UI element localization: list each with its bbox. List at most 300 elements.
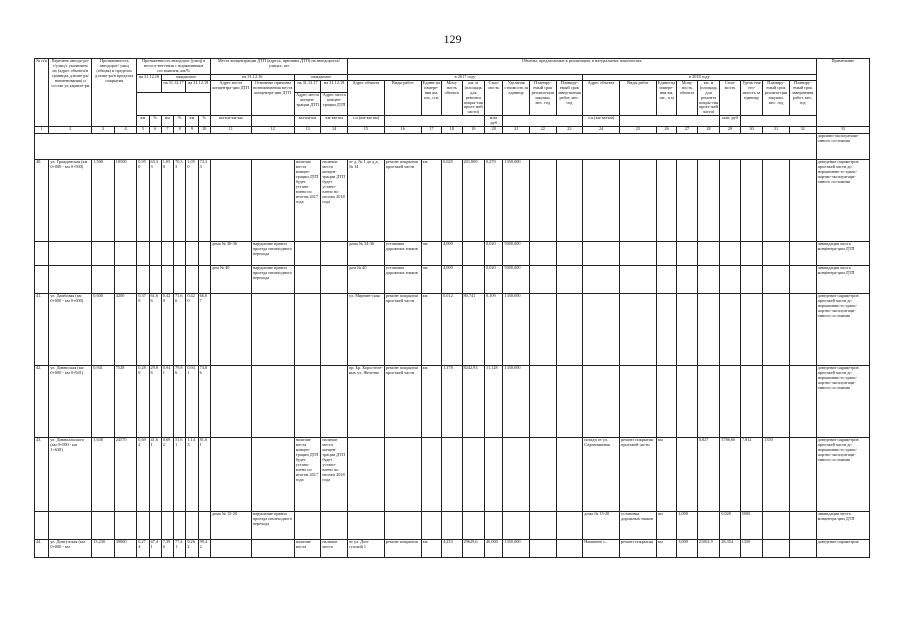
table-cell: 10 [198,127,210,134]
table-cell [384,512,421,540]
table-cell: ликвидация места концентра-ции ДТП [816,512,869,540]
table-cell [421,512,441,540]
table-cell: км [421,160,441,242]
table-cell [583,160,620,242]
table-cell: 0,020 [485,266,503,294]
table-cell [677,294,697,366]
table-cell [92,266,115,294]
table-cell [294,242,321,266]
table-cell [556,266,583,294]
table-cell: 0,270 [485,160,503,242]
table-cell: % [174,116,186,127]
table-cell [294,366,321,438]
table-cell [697,266,720,294]
table-cell [442,438,462,512]
table-cell: установка дорожных знаков [384,266,421,294]
table-cell [503,512,530,540]
table-cell [210,438,251,512]
hdr-num: № п/п [35,59,49,127]
hdr-v-7: Удельная стоимость за единицу [503,80,530,116]
note-cell: дорожно-эксплуатаци-онного состояния [816,134,869,160]
table-cell [556,160,583,242]
table-cell [114,266,137,294]
table-cell: 4,000 [442,266,462,294]
table-cell: нарушение правил проезда пешеходного перехода [251,512,294,540]
table-cell [149,512,161,540]
table-cell [251,540,294,558]
table-cell: 1350,000 [503,540,530,558]
table-cell [92,242,115,266]
table-cell: нарушение правил проезда пешеходного перехода [251,266,294,294]
table-cell: 4,000 [442,242,462,266]
hdr-v-3: Едини-ца измере-ния км, шт., п.м [421,80,441,116]
table-row [35,512,870,540]
table-cell: 4 [114,127,137,134]
table-cell: 1,178 [442,366,462,438]
table-row [35,540,870,558]
table-cell: 5000 [740,512,763,540]
table-cell [530,366,557,438]
table-cell: доведение параметров проезжей части до нормативно-го транс-портно-эксплуатаци-онного состояния [816,160,869,242]
table-cell: наличие места [294,540,321,558]
table-cell [556,294,583,366]
table-cell [503,116,583,127]
table-cell: 5000,000 [503,242,530,266]
table-cell: ремонт покрытия проезжей части [384,294,421,366]
table-cell [620,116,720,127]
table-cell: ликвидация места концентра-ции ДТП [816,242,869,266]
hdr-acc-date-17: на 31.12.17 [294,80,321,93]
table-cell: км [421,366,441,438]
table-cell: от д. № 1 до д.д. № 14 [347,160,384,242]
table-cell [583,266,620,294]
table-cell: 1,050 [186,160,198,242]
table-cell: 30 [740,127,763,134]
table-cell: нарушение правил проезда пешеходного перехода [251,242,294,266]
table-row [35,438,870,512]
table-cell [321,512,348,540]
table-cell: % [149,116,161,127]
table-cell: 40,000 [485,540,503,558]
table-cell [251,294,294,366]
table-cell: 4,233 [442,540,462,558]
table-cell [656,294,676,366]
table-cell: наличие места концен-трации ДТП будет устано-влено по итогам 2017 года [294,438,321,512]
table-cell: 29,86 [149,366,161,438]
table-cell: Наименее с... [583,540,620,558]
table-cell [462,438,485,512]
table-cell: км [161,116,173,127]
table-cell: 39800 [114,540,137,558]
table-cell [114,242,137,266]
table-cell [137,266,149,294]
table-cell: 5 [137,127,149,134]
table-cell: 14 [321,127,348,134]
table-cell: 0,941 [186,366,198,438]
table-cell: дом № 40 [210,266,251,294]
table-cell: 80,741 [462,294,485,366]
table-cell: 2 [49,127,92,134]
hdr-v-12: Едини-ца измере-ния км, шт., п.м [656,80,676,116]
table-cell: ремонт покрытия проезжей части [620,438,657,512]
table-cell: 29 [720,127,740,134]
hdr-v-2: Виды работ [384,80,421,116]
table-cell: ремонт покрытия [384,540,421,558]
table-cell [137,512,149,540]
table-cell [384,116,484,127]
table-cell [530,266,557,294]
table-cell: 6 [149,127,161,134]
table-cell: 10500 [114,160,137,242]
table-cell [530,438,557,512]
table-cell: 0,941 [92,366,115,438]
table-cell [697,366,720,438]
table-cell [789,242,816,266]
table-cell: км [656,540,676,558]
table-cell: установка дорожных знаков [384,242,421,266]
table-cell [321,294,348,366]
hdr-volumes: Объемы, предлагаемые к реализации, в натуральных показателях [347,59,816,75]
table-cell [763,512,790,540]
table-cell [556,512,583,540]
table-cell: доведение параметров проезжей части до нормативно-го транс-портно-эксплуатаци-онного состояния [816,366,869,438]
table-cell: 7,396 [161,540,173,558]
hdr-acc-sub-4: Адрес места концен-трации ДТП [321,93,348,116]
table-cell: млн. руб [485,116,503,127]
hdr-length: Протяженность автодорог/ улиц (общая) и пределах д.номе-ра/в пределах покрытия [92,59,137,127]
table-cell [485,438,503,512]
table-cell [763,540,790,558]
table-cell: 28 [697,127,720,134]
table-cell [137,93,211,116]
table-cell: 0,029 [442,160,462,242]
hdr-year-2017: в 2017 году [347,74,582,80]
table-cell: 11 [210,127,251,134]
table-cell: доведение параметров проезжей части до нормативно-го транс-портно-эксплуатаци-онного состояния [816,294,869,366]
table-cell: наличие места [321,540,348,558]
table-cell: ул. Донгузская (км 0+000 - км [49,540,92,558]
table-row [35,160,870,242]
table-cell: наличие места концен-трации ДТП будет устано-влено по итогам 2017 года [294,160,321,242]
table-cell [530,242,557,266]
table-cell: 1 [35,127,49,134]
table-cell [720,160,740,242]
table-cell [210,366,251,438]
table-cell [137,242,149,266]
table-cell: ул. Гражданская (км 0+000 - км 0+500) [49,160,92,242]
financing-table [34,58,870,558]
table-cell: 201,000 [462,160,485,242]
table-cell [174,512,186,540]
table-cell: шт. [421,242,441,266]
table-cell: 74,86 [198,366,210,438]
table-cell: э.п.(км-км-км) [347,116,384,127]
table-cell [740,242,763,266]
table-cell: 0,950 [137,160,149,242]
table-cell: 1350,000 [503,160,530,242]
table-cell: 44. [35,540,49,558]
table-cell [210,160,251,242]
table-cell [789,266,816,294]
table-cell: 16 [384,127,421,134]
table-cell [677,438,697,512]
table-cell: км [656,438,676,512]
table-cell: позади от ул. Садовниковая [583,438,620,512]
table-cell: 4200 [114,294,137,366]
table-cell: 73,33 [198,160,210,242]
table-cell [251,116,294,127]
table-cell: 81,61 [198,438,210,512]
table-row [35,294,870,366]
table-cell [49,512,92,540]
table-cell [677,266,697,294]
table-cell [763,242,790,266]
table-cell: 28,354 [720,540,740,558]
hdr-note: Примечание [816,59,869,127]
table-cell: 41. [35,294,49,366]
table-cell: 4,000 [677,512,697,540]
table-cell: дом № 40 [347,266,384,294]
table-cell [789,540,816,558]
table-cell: 0,692 [137,438,149,512]
table-cell [556,540,583,558]
table-cell [198,242,210,266]
table-cell [720,294,740,366]
table-cell: 0,280 [137,366,149,438]
table-cell: 0,941 [161,366,173,438]
table-cell: 0,420 [161,294,173,366]
table-cell [462,266,485,294]
table-cell [210,540,251,558]
hdr-nonstandard: Протяженность автодорог (улиц) в несоот-ветствии с нормативным состоянием, км/% [137,59,211,75]
table-cell [294,266,321,294]
table-cell: 0,692 [161,438,173,512]
table-cell [35,266,49,294]
table-cell [198,512,210,540]
table-cell [186,266,198,294]
table-cell: 41,61 [149,438,161,512]
table-cell [697,242,720,266]
table-cell [697,512,720,540]
table-cell [740,116,816,127]
table-cell: 0,274 [137,540,149,558]
table-cell [174,242,186,266]
table-cell: дома № 36-36 [210,242,251,266]
table-cell [740,266,763,294]
table-cell [149,266,161,294]
table-cell: 71,66 [174,294,186,366]
table-cell: 27 [677,127,697,134]
table-cell [720,366,740,438]
table-cell [677,242,697,266]
table-cell: от ул. Дон-гузской 1 [347,540,384,558]
table-cell [720,242,740,266]
table-cell: 7528 [114,366,137,438]
table-cell: 9 [186,127,198,134]
table-cell: % [198,116,210,127]
table-cell: 32 [789,127,816,134]
table-cell [740,294,763,366]
table-cell: дома № 15-20 [583,512,620,540]
table-cell [503,438,530,512]
table-cell [656,160,676,242]
table-cell: ул. Мирнин-ская [347,294,384,366]
hdr-v-14: км. м (площадь для ремонта покры-тия проез-жей части) [698,80,719,115]
hdr-v-11: Виды работ [620,80,657,116]
hdr-expected: ожидаемое [161,74,210,80]
table-cell: км [186,116,198,127]
table-cell: 3,000 [677,540,697,558]
table-cell [583,294,620,366]
table-cell [789,294,816,366]
table-cell: 1350,000 [503,294,530,366]
hdr-v-15: Стои-мость [720,80,740,116]
table-cell: 1,143 [186,438,198,512]
table-cell: ул. Дивноальского (км 0+000 - км 1+638) [49,438,92,512]
table-cell [462,512,485,540]
table-cell: 0,109 [485,294,503,366]
table-cell: ул. Дамбовая (км 0+000 - км 0+600) [49,294,92,366]
hdr-acc-sub-2: Основные причины возникновения места концентра-ции ДТП [251,80,294,116]
table-cell: 15 [347,127,384,134]
table-cell: 19 [462,127,485,134]
table-cell [35,242,49,266]
table-cell: 7,812 [740,438,763,512]
table-cell: 3 [92,127,115,134]
hdr-year-2018: в 2018 году [583,74,816,80]
table-cell: 1350 [763,438,790,512]
table-cell [720,266,740,294]
column-numbers-row [35,127,870,134]
table-cell: 8 [174,127,186,134]
table-cell: 18 [442,127,462,134]
table-cell: 31 [763,127,790,134]
table-cell: 0,827 [697,438,720,512]
table-cell [677,160,697,242]
table-cell: 7 [161,127,173,134]
table-cell: наличие места концен-трации ДТП будет устано-влено по итогам 2018 года [321,160,348,242]
table-cell [294,294,321,366]
table-cell: 12 [251,127,294,134]
table-cell [321,266,348,294]
table-cell [186,512,198,540]
table-cell [620,366,657,438]
hdr-v-9: Планиру-емый срок завер-шения работ, мес. год [556,80,583,116]
table-row [35,242,870,266]
table-cell: 0,012 [442,294,462,366]
table-cell: км-км-км [294,116,321,127]
table-cell: э.п.(км-км-км) [583,116,620,127]
table-cell: дома № 15-20 [210,512,251,540]
table-cell [462,242,485,266]
hdr-v-10: Адрес объекта [583,80,620,116]
table-cell [530,160,557,242]
table-cell: 13 [294,127,321,134]
table-cell: 21 [503,127,530,134]
table-cell: 23 [556,127,583,134]
hdr-acc-date-18: на 31.12.18 [321,80,348,93]
table-cell: ремонт покрытия [620,540,657,558]
table-cell: шт. [421,266,441,294]
hdr-v-6: Стои-мость [485,80,503,116]
table-cell: 1350 [740,540,763,558]
table-cell [92,512,115,540]
table-cell [149,242,161,266]
table-cell [620,160,657,242]
table-cell: 13,230 [92,540,115,558]
hdr-date-17: на 31.12.17 [161,80,186,93]
table-cell: 11,128 [485,366,503,438]
table-cell [347,438,384,512]
table-cell: 79,86 [174,366,186,438]
table-cell [384,438,421,512]
table-cell: 24570 [114,438,137,512]
header-row-1 [35,59,870,75]
table-cell: 51,61 [174,438,186,512]
table-cell [620,294,657,366]
table-cell [161,512,173,540]
table-cell [35,134,817,160]
table-cell [789,160,816,242]
table-cell [789,438,816,512]
table-cell: 0,020 [720,512,740,540]
table-cell: 42. [35,366,49,438]
table-cell [442,512,462,540]
hdr-v-1: Адрес объекта [347,80,384,116]
table-cell [677,366,697,438]
table-cell: 26 [656,127,676,134]
table-row [35,366,870,438]
table-cell [530,512,557,540]
table-cell: 5000,000 [503,266,530,294]
table-cell: дома № 34-36 [347,242,384,266]
hdr-date-16: на 31.12.16 [137,74,162,93]
hdr-v-13: Мощ-ность объекта [677,80,697,116]
table-cell [251,438,294,512]
table-cell: км [421,294,441,366]
table-cell: 22 [530,127,557,134]
table-cell: 29629,6 [462,540,485,558]
hdr-accidents: Места концентрации ДТП (адреса, причины ДТП) на автодорогах/улицах, шт [210,59,347,75]
table-cell [161,266,173,294]
table-cell [556,242,583,266]
table-cell [697,160,720,242]
table-cell: 0,020 [485,242,503,266]
table-cell [583,242,620,266]
table-cell [620,266,657,294]
hdr-v-5: км. м (площадь для ремонта покры-тия проез-жей части) [463,80,483,115]
table-cell: ремонт покрытия проезжей части [384,160,421,242]
table-cell: 1,638 [92,438,115,512]
hdr-v-4: Мощ-ность объекта [442,80,462,116]
table-cell [35,512,49,540]
hdr-v-16: Удель-ная сто-имость за единицу [740,80,763,116]
table-cell [251,366,294,438]
table-cell: 0,370 [137,294,149,366]
table-cell [161,242,173,266]
table-cell: 47,41 [149,540,161,558]
table-cell: 33 [816,127,869,134]
table-cell [321,242,348,266]
table-cell: 1,050 [161,160,173,242]
table-cell [656,366,676,438]
table-cell: доведение параметров [816,540,869,558]
table-cell: ликвидация места концентра-ции ДТП [816,266,869,294]
table-cell: шт [656,512,676,540]
page-number: 129 [443,32,462,46]
table-cell [294,512,321,540]
table-cell: км [137,116,149,127]
